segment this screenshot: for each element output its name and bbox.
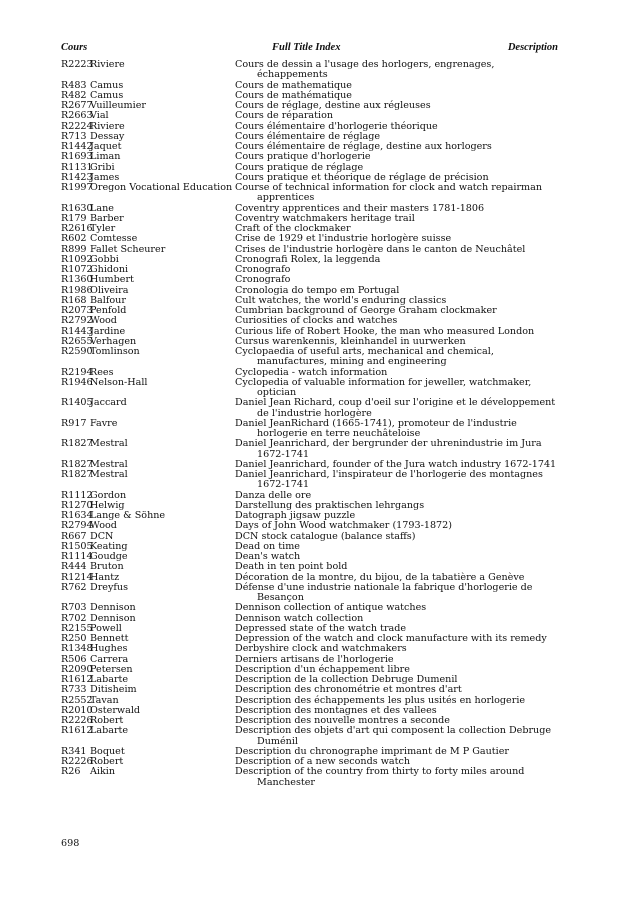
entry-code: R1443 <box>61 325 93 337</box>
entry-author: Fallet Scheurer <box>90 243 166 255</box>
entry-title: Derniers artisans de l'horlogerie <box>235 653 394 665</box>
entry-title: Cyclopedia - watch information <box>235 366 388 378</box>
entry-code: R1092 <box>61 253 93 265</box>
entry-title: Cours élémentaire de réglage, destine aux horlogers <box>235 141 492 152</box>
entry-author: Liman <box>90 151 121 163</box>
entry-title: Course of technical information for clock and watch repairman apprentices <box>235 182 543 204</box>
entry-code: R1612 <box>61 674 93 685</box>
entry-author: Ditisheim <box>90 684 137 696</box>
entry-title: Cours pratique de réglage <box>235 161 364 173</box>
index-entry <box>61 767 561 788</box>
entry-title: Cours pratique et théorique de réglage de précision <box>235 171 489 183</box>
entry-code: R1348 <box>61 643 93 655</box>
entry-code: R667 <box>61 530 87 542</box>
entry-title: Cours élémentaire d'horlogerie théorique <box>235 120 438 132</box>
entry-title: Cours de réparation <box>235 110 334 122</box>
entry-code: R1442 <box>61 141 93 152</box>
entry-code: R483 <box>61 79 87 91</box>
entry-author: Tomlinson <box>90 346 140 357</box>
entry-title: Datograph jigsaw puzzle <box>235 510 356 521</box>
entry-title: Description de la collection Debruge Dumenil <box>235 674 458 685</box>
entry-author: Keating <box>90 540 128 552</box>
entry-title: Cours de dessin a l'usage des horlogers, engrenages, échappements <box>235 59 495 81</box>
entry-code: R2552 <box>61 694 93 706</box>
entry-title: Cronologia do tempo em Portugal <box>235 284 400 296</box>
entry-author: James <box>90 171 120 183</box>
entry-title: Cronografi Rolex, la leggenda <box>235 253 381 265</box>
entry-author: Wood <box>90 315 117 327</box>
entry-code: R1214 <box>61 571 93 583</box>
entry-code: R917 <box>61 417 87 429</box>
entry-author: Vial <box>90 110 109 122</box>
index-entry <box>61 275 561 285</box>
entry-code: R168 <box>61 294 87 306</box>
entry-title: Description of the country from thirty to forty miles around Manchester <box>235 766 525 788</box>
entry-author: Dessay <box>90 130 125 142</box>
entry-code: R1827 <box>61 438 93 450</box>
index-entry <box>61 378 561 399</box>
entry-code: R703 <box>61 602 87 614</box>
entry-author: Goudge <box>90 551 128 562</box>
entry-code: R250 <box>61 633 87 644</box>
entry-title: Coventry apprentices and their masters 1781-1806 <box>235 202 485 214</box>
index-entry <box>61 521 561 531</box>
entry-author: Gordon <box>90 489 127 501</box>
entry-author: Jaquet <box>90 141 122 152</box>
entry-title: Cours de réglage, destine aux régleuses <box>235 100 431 111</box>
entry-title: Cursus warenkennis, kleinhandel in uurwerken <box>235 335 466 347</box>
entry-code: R2655 <box>61 335 93 347</box>
index-entry <box>61 685 561 695</box>
entry-author: Hughes <box>90 643 128 655</box>
entry-author: Labarte <box>90 674 129 685</box>
entry-code: R2194 <box>61 366 93 378</box>
index-entry <box>61 583 561 604</box>
entry-title: Daniel Jeanrichard, der bergrunder der uhrenindustrie im Jura 1672-1741 <box>235 438 542 460</box>
entry-author: Hantz <box>90 571 120 583</box>
entry-author: Dreyfus <box>90 581 129 593</box>
entry-title: Cronografo <box>235 264 291 275</box>
entry-title: Depressed state of the watch trade <box>235 622 407 634</box>
index-entry <box>61 255 561 265</box>
entry-title: Coventry watchmakers heritage trail <box>235 212 415 224</box>
entry-code: R602 <box>61 233 87 245</box>
entry-code: R1505 <box>61 540 93 552</box>
entry-author: Verhagen <box>90 335 137 347</box>
entry-code: R341 <box>61 745 87 757</box>
entry-author: Wood <box>90 520 117 532</box>
entry-title: Description des échappements les plus usités en horlogerie <box>235 694 526 706</box>
entry-author: Jaccard <box>90 397 127 409</box>
entry-title: Daniel Jeanrichard, l'inspirateur de l'horlogerie des montagnes 1672-1741 <box>235 469 543 491</box>
entry-title: Crises de l'industrie horlogère dans le canton de Neuchâtel <box>235 243 526 255</box>
entry-author: Oregon Vocational Education <box>90 182 233 193</box>
index-entry <box>61 726 561 747</box>
entry-code: R1423 <box>61 171 93 183</box>
entry-code: R2794 <box>61 520 93 532</box>
index-entries <box>61 60 561 788</box>
entry-author: Camus <box>90 79 124 91</box>
entry-author: Powell <box>90 622 122 634</box>
entry-author: Camus <box>90 89 124 101</box>
entry-code: R2090 <box>61 663 93 675</box>
index-entry <box>61 532 561 542</box>
entry-title: Dennison watch collection <box>235 612 364 624</box>
entry-author: Robert <box>90 756 124 767</box>
entry-code: R1946 <box>61 376 93 388</box>
entry-title: Description des nouvelle montres a seconde <box>235 715 450 726</box>
index-entry <box>61 183 561 204</box>
entry-author: Mestral <box>90 469 128 480</box>
entry-author: Tyler <box>90 223 116 234</box>
entry-title: Craft of the clockmaker <box>235 223 351 234</box>
entry-code: R1693 <box>61 151 93 163</box>
entry-author: Lane <box>90 202 114 214</box>
entry-author: Lange & Söhne <box>90 510 166 521</box>
index-entry <box>61 562 561 572</box>
entry-author: Riviere <box>90 120 125 132</box>
entry-title: Daniel JeanRichard (1665-1741), promoteur de l'industrie horlogerie en terre neuchâteloise <box>235 417 517 439</box>
entry-title: Curious life of Robert Hooke, the man who measured London <box>235 325 535 337</box>
entry-code: R2677 <box>61 100 93 111</box>
entry-author: Barber <box>90 212 124 224</box>
entry-author: Mestral <box>90 438 128 450</box>
entry-author: Favre <box>90 417 118 429</box>
entry-title: Cumbrian background of George Graham clockmaker <box>235 305 497 316</box>
entry-code: R1634 <box>61 510 93 521</box>
entry-code: R2073 <box>61 305 93 316</box>
index-entry <box>61 316 561 326</box>
entry-code: R899 <box>61 243 87 255</box>
entry-code: R1827 <box>61 458 93 470</box>
entry-author: Comtesse <box>90 233 138 245</box>
entry-code: R2226 <box>61 715 93 726</box>
entry-title: Cyclopaedia of useful arts, mechanical and chemical, manufactures, mining and engineering <box>235 346 494 368</box>
entry-title: DCN stock catalogue (balance staffs) <box>235 530 416 542</box>
entry-author: DCN <box>90 530 114 542</box>
entry-author: Ghidoni <box>90 264 129 275</box>
entry-author: Rees <box>90 366 114 378</box>
entry-title: Défense d'une industrie nationale la fabrique d'horlogerie de Besançon <box>235 581 533 603</box>
header-cours: Cours <box>61 42 88 53</box>
header-full-title-index: Full Title Index <box>272 42 341 53</box>
entry-title: Days of John Wood watchmaker (1793-1872) <box>235 520 453 532</box>
entry-code: R26 <box>61 766 81 778</box>
entry-code: R1270 <box>61 499 93 511</box>
entry-code: R2155 <box>61 622 93 634</box>
entry-code: R2224 <box>61 120 93 132</box>
entry-title: Cours élémentaire de réglage <box>235 130 381 142</box>
entry-code: R2663 <box>61 110 93 122</box>
index-header <box>61 42 558 58</box>
index-entry <box>61 265 561 275</box>
entry-code: R1827 <box>61 469 93 480</box>
entry-title: Cronografo <box>235 274 291 286</box>
index-entry <box>61 111 561 121</box>
entry-code: R1072 <box>61 264 93 275</box>
entry-author: Jardine <box>90 325 126 337</box>
entry-author: Vuilleumier <box>90 100 146 111</box>
entry-title: Description of a new seconds watch <box>235 756 411 767</box>
entry-code: R179 <box>61 212 87 224</box>
entry-code: R2226 <box>61 756 93 767</box>
entry-title: Dead on time <box>235 540 300 552</box>
entry-code: R2590 <box>61 346 93 357</box>
entry-author: Oliveira <box>90 284 129 296</box>
entry-author: Bruton <box>90 561 124 573</box>
entry-code: R506 <box>61 653 87 665</box>
entry-author: Balfour <box>90 294 126 306</box>
index-entry <box>61 542 561 552</box>
entry-title: Death in ten point bold <box>235 561 348 573</box>
entry-author: Tavan <box>90 694 119 706</box>
index-entry <box>61 60 561 81</box>
entry-code: R2616 <box>61 223 93 234</box>
entry-code: R2010 <box>61 704 93 716</box>
index-entry <box>61 603 561 613</box>
entry-title: Cult watches, the world's enduring classics <box>235 294 447 306</box>
entry-author: Nelson-Hall <box>90 376 148 388</box>
entry-code: R1986 <box>61 284 93 296</box>
entry-title: Daniel Jean Richard, coup d'oeil sur l'origine et le développement de l'industrie horlogère <box>235 397 556 419</box>
entry-author: Robert <box>90 715 124 726</box>
entry-code: R1360 <box>61 274 93 286</box>
entry-code: R2223 <box>61 59 93 70</box>
entry-author: Dennison <box>90 612 136 624</box>
entry-title: Cyclopedia of valuable information for jeweller, watchmaker, optician <box>235 376 532 398</box>
entry-author: Carrera <box>90 653 129 665</box>
entry-title: Décoration de la montre, du bijou, de la tabatière a Genève <box>235 571 525 583</box>
entry-code: R713 <box>61 130 87 142</box>
entry-author: Penfold <box>90 305 127 316</box>
entry-author: Mestral <box>90 458 128 470</box>
entry-title: Danza delle ore <box>235 489 312 501</box>
entry-author: Osterwald <box>90 704 141 716</box>
entry-code: R1630 <box>61 202 93 214</box>
entry-code: R1405 <box>61 397 93 409</box>
index-entry <box>61 644 561 654</box>
entry-title: Description d'un échappement libre <box>235 663 410 675</box>
entry-code: R1997 <box>61 182 93 193</box>
entry-title: Description des objets d'art qui composent la collection Debruge Duménil <box>235 725 552 747</box>
entry-title: Description du chronographe imprimant de M P Gautier <box>235 745 509 757</box>
header-description: Description <box>507 42 558 53</box>
entry-author: Aikin <box>90 766 116 778</box>
entry-code: R1131 <box>61 161 93 173</box>
index-entry <box>61 234 561 244</box>
entry-title: Cours de mathematique <box>235 79 352 91</box>
entry-author: Boquet <box>90 745 125 757</box>
entry-author: Gribi <box>90 161 115 173</box>
entry-code: R702 <box>61 612 87 624</box>
entry-code: R444 <box>61 561 87 573</box>
entry-code: R482 <box>61 89 87 101</box>
entry-title: Depression of the watch and clock manufacture with its remedy <box>235 633 547 644</box>
index-entry <box>61 398 561 419</box>
entry-code: R1612 <box>61 725 93 737</box>
entry-code: R1114 <box>61 551 93 562</box>
index-entry <box>61 152 561 162</box>
entry-author: Petersen <box>90 663 133 675</box>
entry-title: Curiosities of clocks and watches <box>235 315 398 327</box>
entry-code: R1112 <box>61 489 93 501</box>
entry-author: Dennison <box>90 602 136 614</box>
entry-author: Riviere <box>90 59 125 70</box>
page-number: 698 <box>61 838 80 849</box>
entry-author: Gobbi <box>90 253 119 265</box>
entry-author: Labarte <box>90 725 129 737</box>
entry-title: Description des chronométrie et montres d'art <box>235 684 462 696</box>
entry-title: Derbyshire clock and watchmakers <box>235 643 407 655</box>
entry-title: Cours pratique d'horlogerie <box>235 151 371 163</box>
entry-title: Cours de mathématique <box>235 89 352 101</box>
entry-author: Humbert <box>90 274 134 286</box>
entry-author: Helwig <box>90 499 125 511</box>
entry-title: Crise de 1929 et l'industrie horlogère suisse <box>235 233 452 245</box>
entry-code: R2792 <box>61 315 93 327</box>
index-entry <box>61 347 561 368</box>
index-entry <box>61 439 561 460</box>
entry-code: R733 <box>61 684 87 696</box>
entry-title: Description des montagnes et des vallees <box>235 704 437 716</box>
entry-author: Bennett <box>90 633 129 644</box>
entry-title: Daniel Jeanrichard, founder of the Jura watch industry 1672-1741 <box>235 458 557 470</box>
index-entry <box>61 419 561 440</box>
entry-title: Dennison collection of antique watches <box>235 602 427 614</box>
entry-title: Dean's watch <box>235 551 301 562</box>
entry-title: Darstellung des praktischen lehrgangs <box>235 499 425 511</box>
index-entry <box>61 470 561 491</box>
entry-code: R762 <box>61 581 87 593</box>
